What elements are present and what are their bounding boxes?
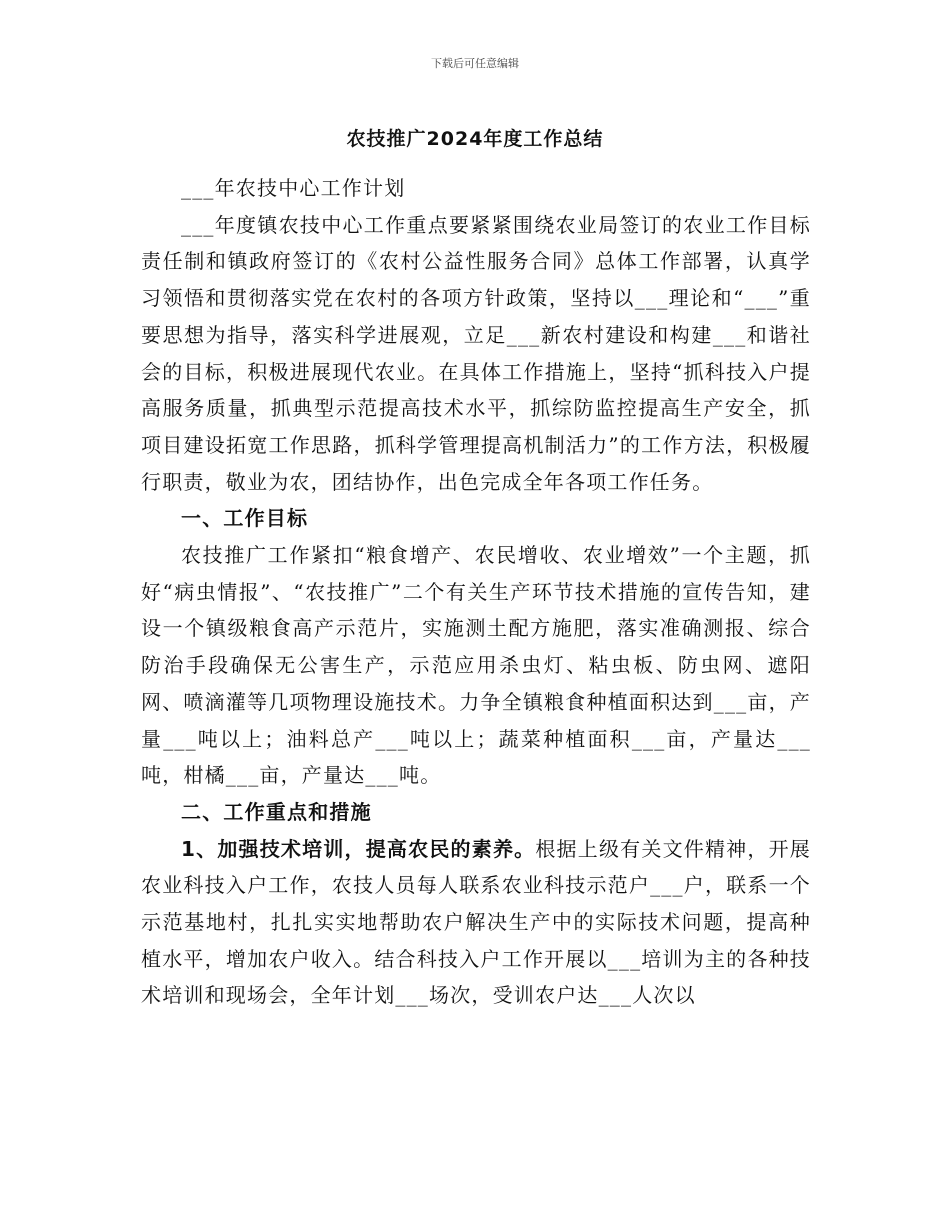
measure-1-text: 根据上级有关文件精神，开展农业科技入户工作，农技人员每人联系农业科技示范户___户，联系一个示范基地村，扎扎实实地帮助农户解决生产中的实际技术问题，提高种植水平，增加农户收入。结合科技入户工作开展以___培训为主的各种技术培训和现场会，全年计划___场次，受训农户达___人次以 bbox=[141, 836, 811, 1008]
document-title: 农技推广2024年度工作总结 bbox=[346, 128, 604, 150]
section-heading-measures: 二、工作重点和措施 bbox=[181, 799, 372, 824]
measures-paragraph bbox=[141, 831, 811, 1015]
section-heading-goals: 一、工作目标 bbox=[181, 506, 309, 531]
intro-paragraph: ___年度镇农技中心工作重点要紧紧围绕农业局签订的农业工作目标责任制和镇政府签订的《农村公益性服务合同》总体工作部署，认真学习领悟和贯彻落实党在农村的各项方针政策，坚持以___理论和“___”重要思想为指导，落实科学进展观，立足___新农村建设和构建___和谐社会的目标，积极进展现代农业。在具体工作措施上，坚持“抓科技入户提高服务质量，抓典型示范提高技术水平，抓综防监控提高生产安全，抓项目建设拓宽工作思路，抓科学管理提高机制活力”的工作方法，积极履行职责，敬业为农，团结协作，出色完成全年各项工作任务。 bbox=[141, 212, 811, 494]
plan-title-paragraph: ___年农技中心工作计划 bbox=[181, 176, 406, 200]
header-note: 下载后可任意编辑 bbox=[431, 57, 519, 70]
measure-1-lead: 1、加强技术培训，提高农民的素养。 bbox=[181, 836, 536, 861]
goals-paragraph: 农技推广工作紧扣“粮食增产、农民增收、农业增效”一个主题，抓好“病虫情报”、“农技推广”二个有关生产环节技术措施的宣传告知，建设一个镇级粮食高产示范片，实施测土配方施肥，落实准确测报、综合防治手段确保无公害生产，示范应用杀虫灯、粘虫板、防虫网、遮阳网、喷滴灌等几项物理设施技术。力争全镇粮食种植面积达到___亩，产量___吨以上；油料总产___吨以上；蔬菜种植面积___亩，产量达___吨，柑橘___亩，产量达___吨。 bbox=[141, 543, 811, 788]
document-body bbox=[141, 170, 811, 1014]
